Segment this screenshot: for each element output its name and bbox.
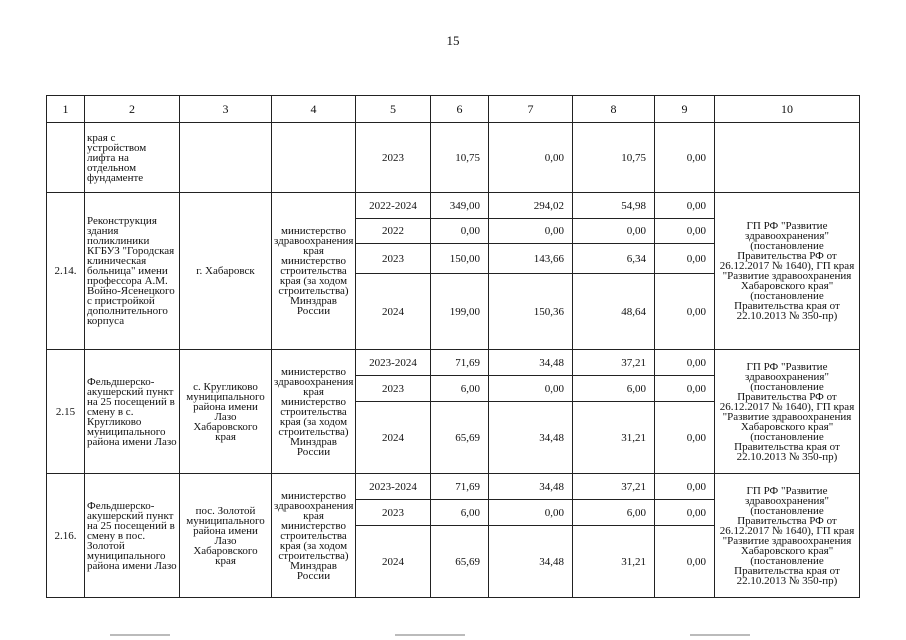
- value-cell: 34,48: [489, 474, 573, 500]
- year-cell: 2023: [356, 376, 431, 402]
- value-cell: 34,48: [489, 526, 573, 598]
- header-cell: 5: [356, 96, 431, 123]
- table-row: [47, 474, 860, 500]
- value-cell: 294,02: [489, 193, 573, 219]
- year-cell: 2023-2024: [356, 350, 431, 376]
- value-cell: 71,69: [431, 350, 489, 376]
- value-cell: 6,00: [573, 376, 655, 402]
- value-cell: 6,00: [431, 500, 489, 526]
- value-cell: 54,98: [573, 193, 655, 219]
- value-cell: 37,21: [573, 474, 655, 500]
- header-cell: 8: [573, 96, 655, 123]
- table-row: [47, 350, 860, 376]
- item-place: пос. Золотой муниципального района имени Лазо Хабаровского края: [180, 474, 272, 598]
- value-cell: 71,69: [431, 474, 489, 500]
- value-cell: 0,00: [489, 500, 573, 526]
- value-cell: 0,00: [655, 500, 715, 526]
- value-cell: 0,00: [489, 219, 573, 244]
- value-cell: 150,36: [489, 274, 573, 350]
- header-cell: 10: [715, 96, 860, 123]
- header-cell: 2: [85, 96, 180, 123]
- value-cell: 0,00: [655, 350, 715, 376]
- value-cell: 0,00: [655, 123, 715, 193]
- program-table: [46, 95, 860, 598]
- value-cell: 65,69: [431, 402, 489, 474]
- value-cell: 0,00: [573, 219, 655, 244]
- scan-artifact: [690, 634, 750, 636]
- scan-artifact: [395, 634, 465, 636]
- item-responsible: [272, 123, 356, 193]
- year-cell: 2023-2024: [356, 474, 431, 500]
- value-cell: 48,64: [573, 274, 655, 350]
- item-responsible: министерство здравоохранения края министерство строительства края (за ходом строительства) Минздрав России: [272, 350, 356, 474]
- year-cell: 2023: [356, 244, 431, 274]
- value-cell: 0,00: [655, 244, 715, 274]
- header-cell: 3: [180, 96, 272, 123]
- table-row: [47, 123, 860, 193]
- value-cell: 349,00: [431, 193, 489, 219]
- item-number: [47, 123, 85, 193]
- item-responsible: министерство здравоохранения края министерство строительства края (за ходом строительства) Минздрав России: [272, 474, 356, 598]
- item-name: Фельдшерско-акушерский пункт на 25 посещений в смену в с. Кругликово муниципального района имени Лазо: [85, 350, 180, 474]
- value-cell: 0,00: [489, 123, 573, 193]
- item-place: [180, 123, 272, 193]
- item-program: ГП РФ "Развитие здравоохранения" (постановление Правительства РФ от 26.12.2017 № 1640), ГП края "Развитие здравоохранения Хабаровского края" (постановление Правительства края от 22.10.2013 № 350-пр): [715, 193, 860, 350]
- value-cell: 6,34: [573, 244, 655, 274]
- item-program: [715, 123, 860, 193]
- value-cell: 10,75: [431, 123, 489, 193]
- value-cell: 150,00: [431, 244, 489, 274]
- year-cell: 2024: [356, 274, 431, 350]
- item-number: 2.16.: [47, 474, 85, 598]
- page-number: 15: [446, 33, 460, 48]
- value-cell: 6,00: [431, 376, 489, 402]
- value-cell: 0,00: [655, 474, 715, 500]
- value-cell: 199,00: [431, 274, 489, 350]
- table-row: [47, 193, 860, 219]
- item-number: 2.15: [47, 350, 85, 474]
- value-cell: 143,66: [489, 244, 573, 274]
- value-cell: 31,21: [573, 402, 655, 474]
- item-place: с. Кругликово муниципального района имени Лазо Хабаровского края: [180, 350, 272, 474]
- value-cell: 0,00: [655, 219, 715, 244]
- item-program: ГП РФ "Развитие здравоохранения" (постановление Правительства РФ от 26.12.2017 № 1640), ГП края "Развитие здравоохранения Хабаровского края" (постановление Правительства края от 22.10.2013 № 350-пр): [715, 350, 860, 474]
- year-cell: 2023: [356, 500, 431, 526]
- item-name: Реконструкция здания поликлиники КГБУЗ "Городская клиническая больница" имени профессора А.М. Войно-Ясенецкого с пристройкой дополнительного корпуса: [85, 193, 180, 350]
- item-number: 2.14.: [47, 193, 85, 350]
- item-responsible: министерство здравоохранения края министерство строительства края (за ходом строительства) Минздрав России: [272, 193, 356, 350]
- value-cell: 6,00: [573, 500, 655, 526]
- year-cell: 2022-2024: [356, 193, 431, 219]
- value-cell: 0,00: [655, 193, 715, 219]
- item-name: Фельдшерско-акушерский пункт на 25 посещений в смену в пос. Золотой муниципального района имени Лазо: [85, 474, 180, 598]
- value-cell: 65,69: [431, 526, 489, 598]
- year-cell: 2024: [356, 526, 431, 598]
- header-cell: 6: [431, 96, 489, 123]
- header-cell: 7: [489, 96, 573, 123]
- header-cell: 4: [272, 96, 356, 123]
- year-cell: 2023: [356, 123, 431, 193]
- header-cell: 9: [655, 96, 715, 123]
- scan-artifact: [110, 634, 170, 636]
- item-name: края с устройством лифта на отдельном фундаменте: [85, 123, 180, 193]
- value-cell: 34,48: [489, 402, 573, 474]
- value-cell: 10,75: [573, 123, 655, 193]
- value-cell: 0,00: [655, 274, 715, 350]
- value-cell: 0,00: [655, 402, 715, 474]
- year-cell: 2024: [356, 402, 431, 474]
- value-cell: 0,00: [431, 219, 489, 244]
- item-place: г. Хабаровск: [180, 193, 272, 350]
- header-row: [47, 96, 860, 123]
- value-cell: 0,00: [489, 376, 573, 402]
- value-cell: 37,21: [573, 350, 655, 376]
- value-cell: 31,21: [573, 526, 655, 598]
- value-cell: 0,00: [655, 526, 715, 598]
- value-cell: 34,48: [489, 350, 573, 376]
- value-cell: 0,00: [655, 376, 715, 402]
- header-cell: 1: [47, 96, 85, 123]
- year-cell: 2022: [356, 219, 431, 244]
- item-program: ГП РФ "Развитие здравоохранения" (постановление Правительства РФ от 26.12.2017 № 1640), ГП края "Развитие здравоохранения Хабаровского края" (постановление Правительства края от 22.10.2013 № 350-пр): [715, 474, 860, 598]
